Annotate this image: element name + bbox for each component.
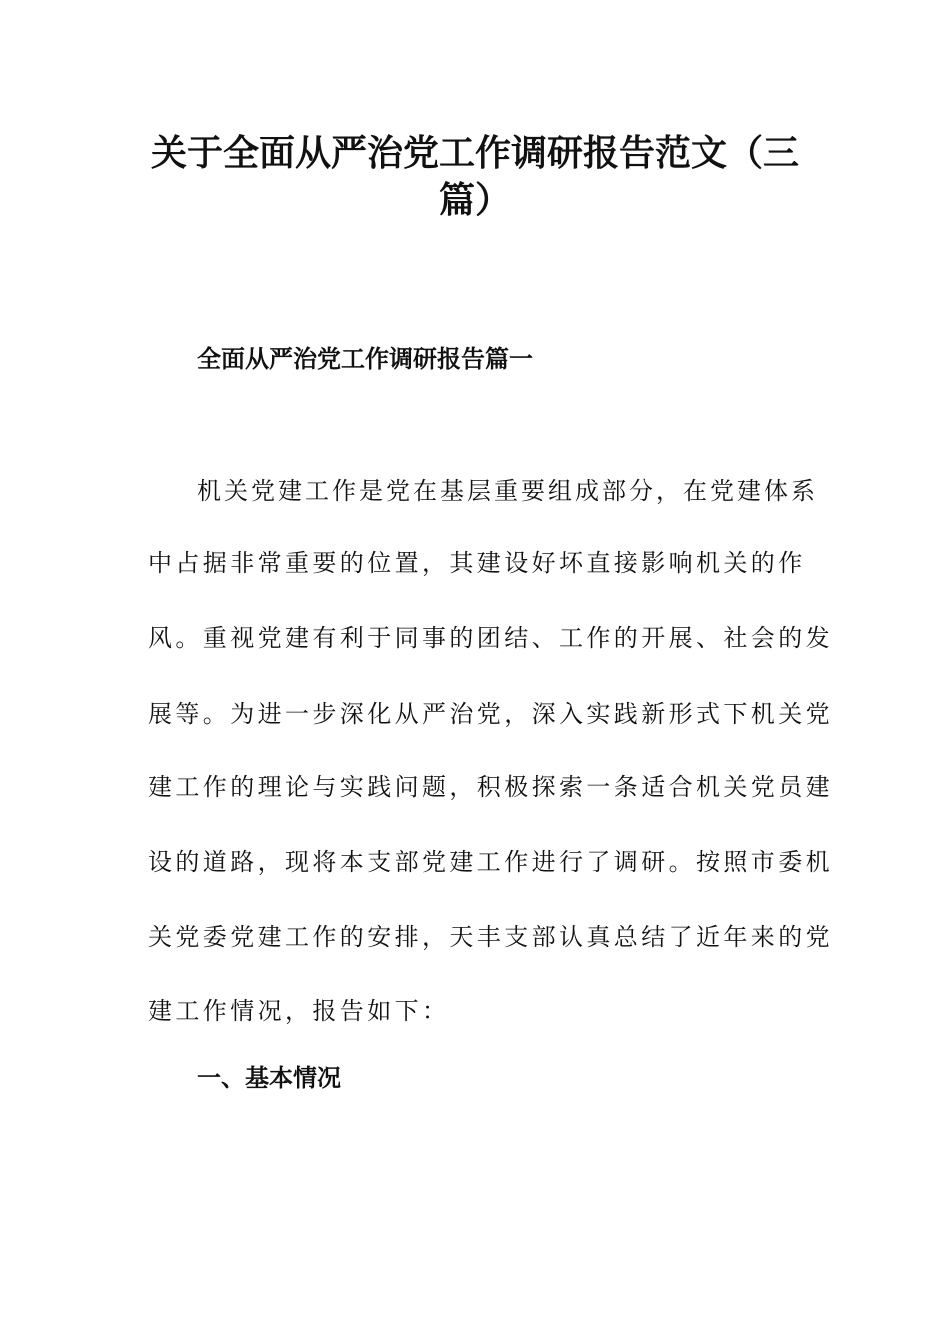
paragraph-line: 关党委党建工作的安排，天丰支部认真总结了近年来的党 — [148, 923, 833, 951]
document-title-line-2: 篇） — [438, 180, 511, 221]
subsection-heading: 一、基本情况 — [197, 1064, 341, 1092]
paragraph-line: 建工作情况，报告如下： — [148, 997, 450, 1025]
paragraph-line: 风。重视党建有利于同事的团结、工作的开展、社会的发 — [148, 624, 833, 652]
paragraph-line: 中占据非常重要的位置，其建设好坏直接影响机关的作 — [148, 549, 806, 577]
paragraph-line: 设的道路，现将本支部党建工作进行了调研。按照市委机 — [148, 848, 833, 876]
section-heading: 全面从严治党工作调研报告篇一 — [197, 345, 533, 373]
paragraph-line: 机关党建工作是党在基层重要组成部分，在党建体系 — [197, 477, 818, 505]
document-title-line-1: 关于全面从严治党工作调研报告范文（三 — [150, 133, 799, 174]
paragraph-line: 建工作的理论与实践问题，积极探索一条适合机关党员建 — [148, 773, 833, 801]
paragraph-line: 展等。为进一步深化从严治党，深入实践新形式下机关党 — [148, 700, 833, 728]
